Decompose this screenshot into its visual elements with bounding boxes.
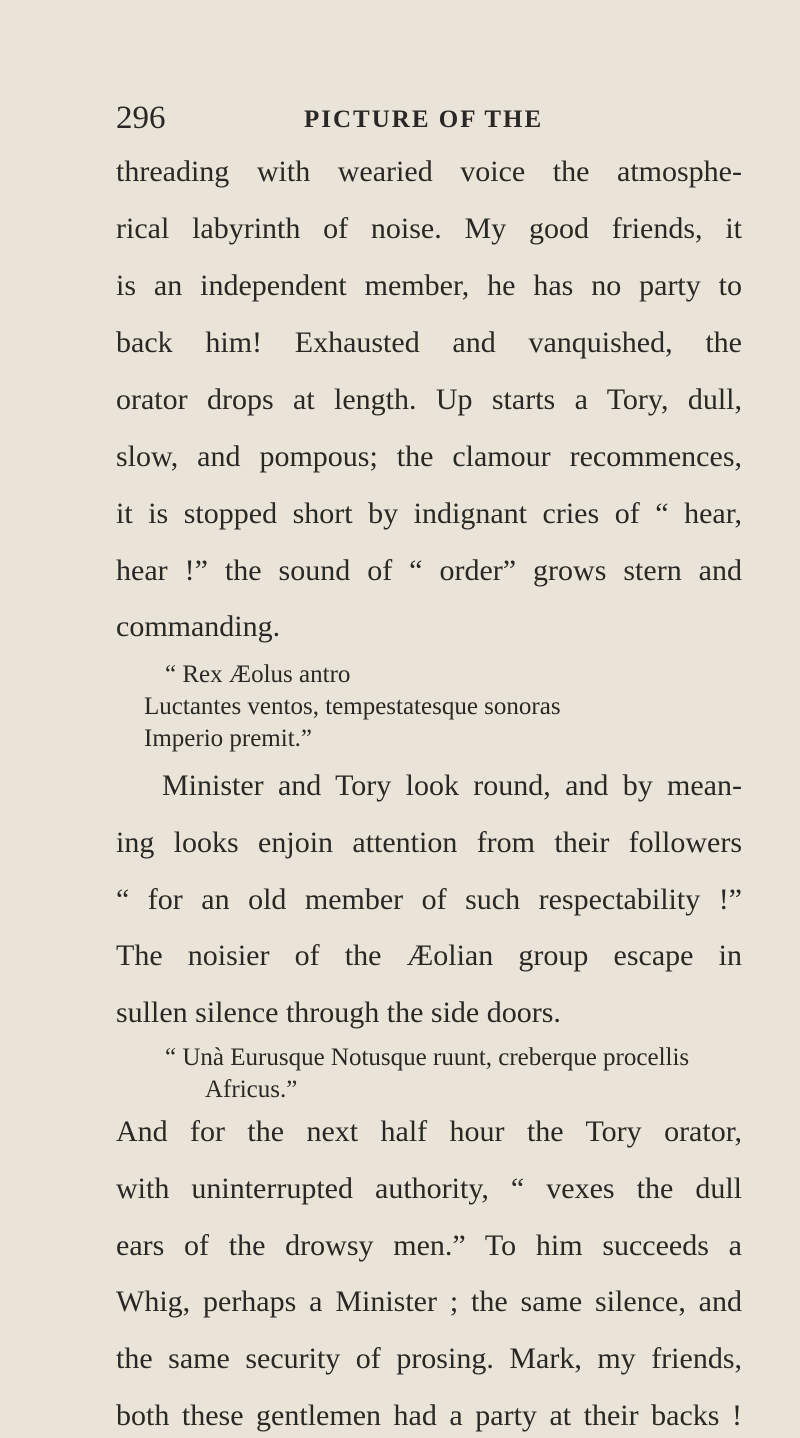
quote-line: Imperio premit.” (144, 725, 312, 752)
text-line: Whig, perhaps a Minister ; the same silence, and (116, 1285, 742, 1318)
text-line: “ for an old member of such respectability !” (116, 883, 742, 916)
text-line: back him! Exhausted and vanquished, the (116, 326, 742, 359)
text-line: The noisier of the Æolian group escape in (116, 939, 742, 972)
quote-line: Africus.” (205, 1076, 298, 1103)
text-line: orator drops at length. Up starts a Tory, dull, (116, 383, 742, 416)
text-line: it is stopped short by indignant cries of “ hear, (116, 497, 742, 530)
text-line: the same security of prosing. Mark, my friends, (116, 1342, 742, 1375)
quote-line: “ Rex Æolus antro (165, 661, 351, 688)
text-line: ing looks enjoin attention from their followers (116, 826, 742, 859)
text-line: rical labyrinth of noise. My good friends, it (116, 212, 742, 245)
text-line: sullen silence through the side doors. (116, 996, 561, 1029)
quote-line: “ Unà Eurusque Notusque ruunt, creberque procellis (165, 1044, 690, 1071)
text-line: threading with wearied voice the atmosphe- (116, 155, 742, 188)
quote-line: Luctantes ventos, tempestatesque sonoras (144, 693, 561, 720)
text-line: Minister and Tory look round, and by mean- (162, 769, 742, 802)
running-title: PICTURE OF THE (304, 106, 544, 133)
page-header (116, 100, 740, 140)
text-line: with uninterrupted authority, “ vexes the dull (116, 1172, 742, 1205)
text-line: ears of the drowsy men.” To him succeeds a (116, 1229, 742, 1262)
text-line: hear !” the sound of “ order” grows stern and (116, 554, 742, 587)
text-line: both these gentlemen had a party at their backs ! (116, 1399, 742, 1432)
text-line: And for the next half hour the Tory orator, (116, 1115, 742, 1148)
text-line: slow, and pompous; the clamour recommences, (116, 440, 742, 473)
text-line: is an independent member, he has no party to (116, 269, 742, 302)
text-line: commanding. (116, 610, 281, 643)
page-number: 296 (116, 100, 166, 136)
